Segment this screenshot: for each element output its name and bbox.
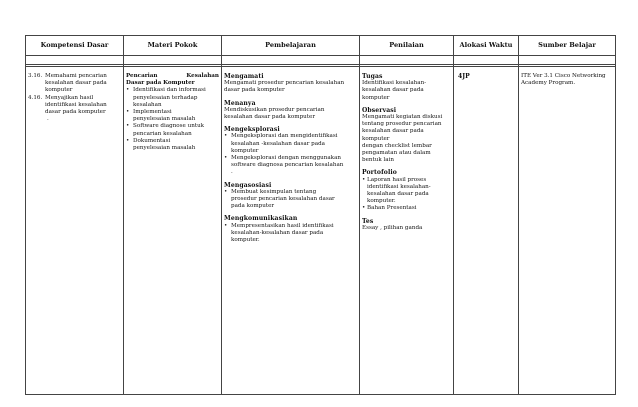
eksplorasi-bullet [224,155,357,169]
materi-bullet-line: Software diagnose untuk [133,123,205,130]
bullet-icon: • [126,137,130,144]
eksplorasi-bullet [224,133,357,155]
observasi-line: kesalahan dasar pada [362,128,424,135]
mengamati-line: dasar pada komputer [224,87,285,94]
materi-title-left: Pencarian [126,73,158,79]
cell-sumber-belajar [521,73,614,87]
cell-penilaian [362,73,451,232]
portofolio-line: Laporan hasil proses [367,176,427,183]
tugas-line: Identifikasi kesalahan- [362,80,427,87]
asosiasi-bullet [224,189,357,211]
tes-title: Tes [362,217,374,225]
materi-bullet [126,138,219,152]
materi-bullet-line: Identifikasi dan informasi [133,87,206,94]
bullet-icon: • [126,123,130,130]
observasi-line: komputer [362,135,390,142]
kompetensi-item [28,95,120,117]
kompetensi-line: komputer [45,87,73,94]
bullet-icon: • [224,222,228,229]
tugas-line: komputer [362,94,390,101]
bullet-icon: • [126,87,130,94]
komunikasi-bullet [224,223,357,245]
kompetensi-line: identifikasi kesalahan [45,101,107,108]
observasi-line: bentuk lain [362,157,395,164]
materi-title-right: Kesalahan [186,73,219,79]
cell-materi-pokok [126,73,219,152]
cell-alokasi-waktu: 4JP [458,73,470,80]
bullet-icon: • [126,109,130,116]
header-materi-pokok: Materi Pokok [147,41,198,49]
portofolio-line: identifikasi kesalahan- [367,183,431,190]
mengamati-line: Mengamati prosedur pencarian kesalahan [224,80,345,87]
bullet-icon: • [224,188,228,195]
sumber-line: Academy Program. [521,80,576,87]
portofolio-line: komputer. [367,198,396,205]
eksplorasi-line: komputer [231,147,259,154]
sumber-line: ITE Ver 3.1 Cisco Networking [521,73,606,79]
materi-bullet-line: kesalahan [133,101,162,108]
kompetensi-number: 3.16. [28,73,43,79]
materi-bullet [126,109,219,123]
eksplorasi-tail: . [231,169,233,176]
cell-kompetensi-dasar [28,73,120,123]
kompetensi-line: Memahami pencarian [45,73,107,79]
materi-bullet-line: penyelesaian terhadap [133,94,198,101]
tes-line: Essay , pilihan ganda [362,224,423,231]
asosiasi-line: pada komputer [231,203,275,210]
portofolio-line: Bahan Presentasi [367,205,417,212]
header-sumber-belajar: Sumber Belajar [538,41,596,49]
header-pembelajaran: Pembelajaran [265,41,316,49]
kompetensi-line: kesalahan dasar pada [45,80,107,87]
kompetensi-line: Menyajikan hasil [45,94,94,101]
header-penilaian: Penilaian [389,41,424,49]
materi-bullet-line: penyelesaian masalah [133,145,196,152]
portofolio-line: kesalahan dasar pada [367,191,429,198]
portofolio-bullet [362,177,451,206]
observasi-line: pengamatan atau dalam [362,150,431,157]
materi-title-line [126,73,219,80]
bullet-icon: • [362,205,366,212]
kompetensi-item [28,73,120,95]
observasi-line: tentang prosedur pencarian [362,121,442,128]
header-kompetensi-dasar: Kompetensi Dasar [40,41,109,49]
materi-bullet [126,87,219,109]
materi-bullet-line: pencarian kesalahan [133,130,192,137]
materi-bullet-line: Dokumentasi [133,137,171,144]
eksplorasi-line: Mengeksplorasi dan mengidentifikasi [231,133,338,140]
tugas-title: Tugas [362,73,383,80]
mengasosiasi-title: Mengasosiasi [224,181,272,189]
bullet-icon: • [224,133,228,140]
eksplorasi-line: kesalahan -kesalahan dasar pada [231,140,325,147]
komunikasi-line: Mempresentasikan hasil identifikasi [231,222,334,229]
kompetensi-number: 4.16. [28,94,43,101]
observasi-title: Observasi [362,106,397,114]
portofolio-title: Portofolio [362,169,397,177]
komunikasi-line: kesalahan-kesalahan dasar pada [231,229,324,236]
mengkomunikasikan-title: Mengkomunikasikan [224,215,298,223]
tugas-line: kesalahan dasar pada [362,87,424,94]
bullet-icon: • [362,176,366,183]
header-alokasi-waktu: Alokasi Waktu [459,41,513,49]
komunikasi-line: komputer. [231,237,260,244]
menanya-title: Menanya [224,99,256,107]
observasi-line: dengan checklist lembar [362,142,432,149]
cell-pembelajaran [224,73,357,244]
kompetensi-line: dasar pada komputer [45,109,106,116]
portofolio-bullet [362,205,451,212]
menanya-line: Mendiskusikan prosedur pencarian [224,106,325,113]
mengeksplorasi-title: Mengeksplorasi [224,126,280,134]
eksplorasi-line: Mengeksplorasi dengan menggunakan [231,155,342,162]
materi-bullet-line: Implementasi [133,109,172,116]
kompetensi-tail: . [47,116,49,123]
mengamati-title: Mengamati [224,73,264,80]
materi-bullet-line: penyelesaian masalah [133,116,196,123]
asosiasi-line: prosedur pencarian kesalahan dasar [231,196,335,203]
materi-title-line2: Dasar pada Komputer [126,80,195,87]
menanya-line: kesalahan dasar pada komputer [224,114,316,121]
materi-bullet [126,123,219,137]
bullet-icon: • [224,155,228,162]
observasi-line: Mengamati kegiatan diskusi [362,114,443,121]
asosiasi-line: Membuat kesimpulan tentang [231,188,317,195]
eksplorasi-line: software diagnosa pencarian kesalahan [231,162,344,169]
